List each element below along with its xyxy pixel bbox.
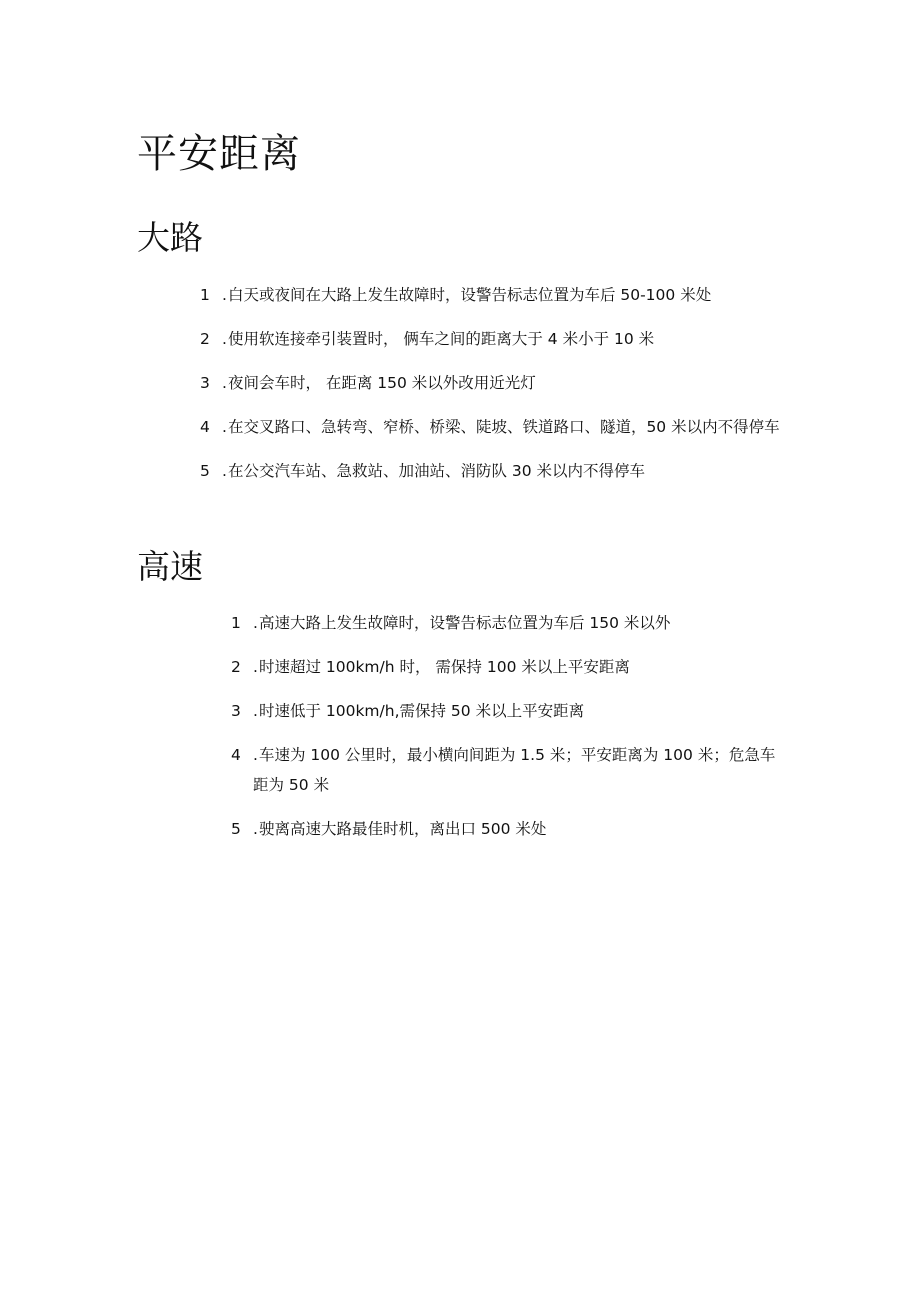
item-number: 2: [200, 330, 210, 348]
item-number: 5: [231, 820, 241, 838]
highway-distance-list: [231, 608, 776, 858]
item-text: . 时速超过 100km/h 时， 需保持 100 米以上平安距离: [253, 652, 776, 682]
list-item: [231, 740, 776, 800]
item-text: . 时速低于 100km/h,需保持 50 米以上平安距离: [253, 696, 776, 726]
item-text: . 白天或夜间在大路上发生故障时，设警告标志位置为车后 50-100 米处: [222, 280, 790, 310]
item-text: . 在交叉路口、急转弯、窄桥、桥梁、陡坡、铁道路口、隧道，50 米以内不得停车: [222, 412, 790, 442]
road-distance-list: [200, 280, 790, 500]
section-heading-road: 大路: [137, 218, 203, 257]
item-text: . 使用软连接牵引装置时， 俩车之间的距离大于 4 米小于 10 米: [222, 324, 790, 354]
item-text: . 夜间会车时， 在距离 150 米以外改用近光灯: [222, 368, 790, 398]
list-item: [200, 368, 790, 398]
item-number: 4: [200, 418, 210, 436]
list-item: [200, 324, 790, 354]
item-text: . 高速大路上发生故障时，设警告标志位置为车后 150 米以外: [253, 608, 776, 638]
document-title: 平安距离: [137, 131, 301, 177]
item-number: 1: [200, 286, 210, 304]
section-heading-highway: 高速: [137, 547, 203, 586]
item-number: 3: [231, 702, 241, 720]
list-item: [200, 456, 790, 486]
list-item: [200, 412, 790, 442]
item-text: . 车速为 100 公里时，最小横向间距为 1.5 米；平安距离为 100 米；危急车距为 50 米: [253, 740, 776, 800]
item-text: . 驶离高速大路最佳时机，离出口 500 米处: [253, 814, 776, 844]
item-number: 5: [200, 462, 210, 480]
item-number: 2: [231, 658, 241, 676]
list-item: [231, 652, 776, 682]
list-item: [200, 280, 790, 310]
item-number: 3: [200, 374, 210, 392]
list-item: [231, 696, 776, 726]
item-number: 4: [231, 746, 241, 764]
item-text: . 在公交汽车站、急救站、加油站、消防队 30 米以内不得停车: [222, 456, 790, 486]
list-item: [231, 608, 776, 638]
item-number: 1: [231, 614, 241, 632]
list-item: [231, 814, 776, 844]
